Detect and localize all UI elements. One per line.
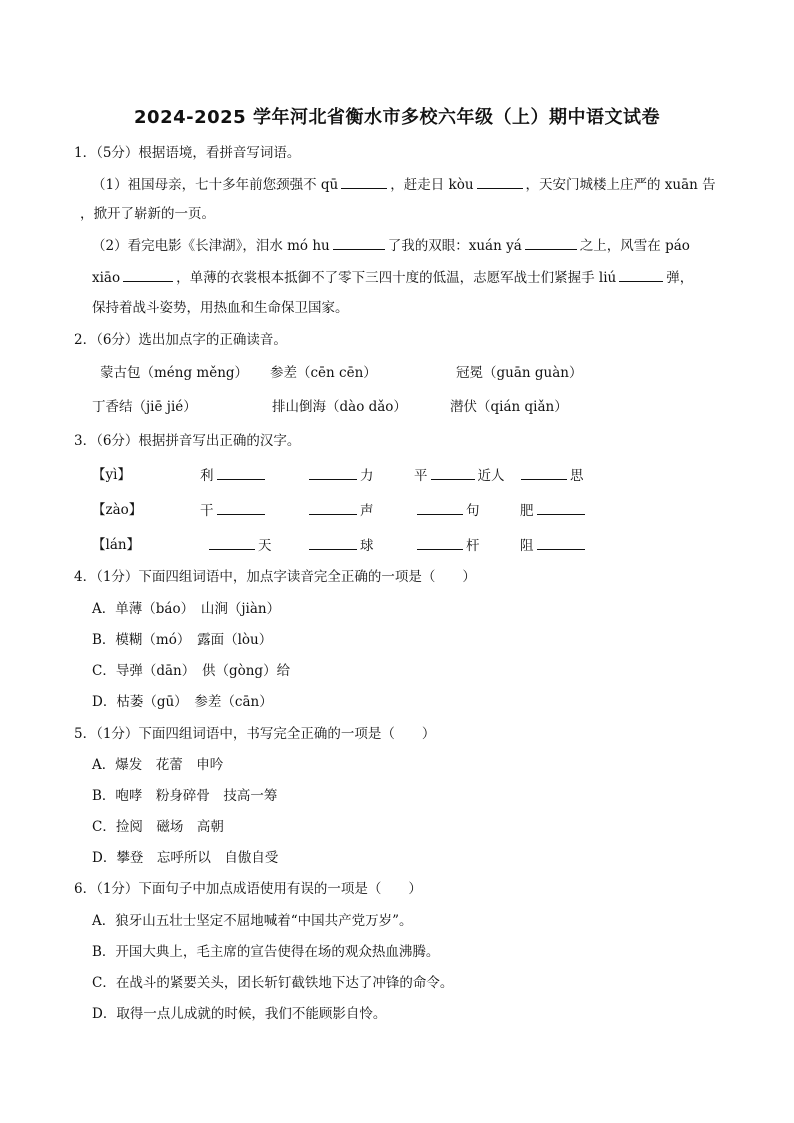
q2-item: 冠冕（guān guàn）	[456, 365, 583, 381]
q3-cell	[306, 501, 374, 520]
q5-option-d: D．攀登 忘呼所以 自傲自受	[92, 850, 279, 866]
q2-item: 蒙古包（méng měng）	[100, 365, 249, 381]
q3-char: 干	[200, 503, 214, 519]
q1-p1a: （1）祖国母亲，七十多年前您颈强不 qū	[92, 177, 339, 193]
answer-blank	[537, 536, 585, 550]
q2-item: 潜伏（qián qiǎn）	[450, 399, 568, 415]
q1-p2g: 保持着战斗姿势，用热血和生命保卫国家。	[92, 300, 349, 316]
q3-cell	[200, 466, 268, 485]
answer-blank	[309, 466, 357, 480]
q6-option-b: B．开国大典上，毛主席的宣告使得在场的观众热血沸腾。	[92, 944, 440, 960]
q3-cell	[306, 536, 374, 555]
q4-option-d: D．枯萎（gū） 参差（cān）	[92, 694, 273, 710]
q3-char: 声	[360, 503, 374, 519]
q3-stem: 3．（6分）根据拼音写出正确的汉字。	[74, 433, 301, 449]
exam-title: 2024-2025 学年河北省衡水市多校六年级（上）期中语文试卷	[134, 107, 660, 128]
q6-option-d: D．取得一点儿成就的时候，我们不能顾影自怜。	[92, 1006, 387, 1022]
q3-char: 利	[200, 468, 214, 484]
answer-blank	[209, 536, 255, 550]
q2-item: 排山倒海（dào dǎo）	[272, 399, 407, 415]
answer-blank	[333, 236, 385, 250]
q3-char: 杆	[466, 538, 480, 554]
q6-option-c: C．在战斗的紧要关头，团长斩钉截铁地下达了冲锋的命令。	[92, 975, 454, 991]
answer-blank	[525, 236, 577, 250]
q4-option-b: B．模糊（mó） 露面（lòu）	[92, 632, 273, 648]
answer-blank	[431, 466, 475, 480]
q1-part2-line2	[92, 268, 693, 287]
q1-p2c: 之上，风雪在 páo	[579, 238, 690, 254]
q4-stem: 4．（1分）下面四组词语中，加点字读音完全正确的一项是（ ）	[74, 569, 476, 585]
answer-blank	[417, 536, 463, 550]
q1-p1d: ，掀开了崭新的一页。	[80, 206, 215, 222]
q3-cell	[520, 536, 588, 555]
q3-cell	[414, 466, 505, 485]
q3-cell	[206, 536, 272, 555]
q3-cell	[414, 536, 480, 555]
q1-p2d: xiāo	[92, 270, 121, 286]
q1-p1b: ，赶走日 kòu	[390, 177, 474, 193]
answer-blank	[123, 268, 173, 282]
answer-blank	[477, 175, 523, 189]
q1-p2b: 了我的双眼：xuán yá	[387, 238, 522, 254]
q1-part2-line1	[92, 236, 690, 255]
q6-option-a: A．狼牙山五壮士坚定不屈地喊着“中国共产党万岁”。	[92, 913, 413, 929]
answer-blank	[309, 501, 357, 515]
q3-char: 句	[466, 503, 480, 519]
q3-pinyin: 【yì】	[92, 467, 131, 483]
answer-blank	[217, 501, 265, 515]
q3-char: 天	[258, 538, 272, 554]
answer-blank	[417, 501, 463, 515]
q1-p2e: ，单薄的衣裳根本抵御不了零下三四十度的低温，志愿军战士们紧握手 liú	[176, 270, 617, 286]
answer-blank	[217, 466, 265, 480]
q3-cell	[306, 466, 374, 485]
q3-cell	[200, 501, 268, 520]
q2-stem: 2．（6分）选出加点字的正确读音。	[74, 332, 287, 348]
q5-option-b: B．咆哮 粉身碎骨 技高一筹	[92, 788, 278, 804]
q5-stem: 5．（1分）下面四组词语中，书写完全正确的一项是（ ）	[74, 726, 436, 742]
q4-option-c: C．导弹（dān） 供（gòng）给	[92, 663, 291, 679]
q3-char: 思	[570, 468, 584, 484]
q1-p2f: 弹，	[666, 270, 694, 286]
q3-char: 阻	[520, 538, 534, 554]
answer-blank	[521, 466, 567, 480]
q2-item: 丁香结（jiē jié）	[92, 399, 197, 415]
q1-stem: 1．（5分）根据语境，看拼音写词语。	[74, 145, 301, 161]
q5-option-a: A．爆发 花蕾 申吟	[92, 757, 224, 773]
q3-cell	[520, 501, 588, 520]
q3-cell	[414, 501, 480, 520]
q3-char: 平	[414, 468, 428, 484]
q5-option-c: C．捡阅 磁场 高朝	[92, 819, 224, 835]
q3-char: 力	[360, 468, 374, 484]
q3-pinyin: 【zào】	[92, 502, 143, 518]
q3-char: 球	[360, 538, 374, 554]
q3-cell	[518, 466, 584, 485]
q1-p2a: （2）看完电影《长津湖》，泪水 mó hu	[92, 238, 330, 254]
answer-blank	[309, 536, 357, 550]
q1-p1c: ，天安门城楼上庄严的 xuān 告	[525, 177, 716, 193]
q2-item: 参差（cēn cēn）	[270, 365, 377, 381]
q3-char: 肥	[520, 503, 534, 519]
q3-pinyin: 【lán】	[92, 537, 141, 553]
q3-char: 近人	[477, 468, 505, 484]
q6-stem: 6．（1分）下面句子中加点成语使用有误的一项是（ ）	[74, 881, 422, 897]
q1-part1-line1	[92, 175, 716, 194]
q4-option-a: A．单薄（báo） 山涧（jiàn）	[92, 601, 281, 617]
answer-blank	[537, 501, 585, 515]
answer-blank	[341, 175, 387, 189]
answer-blank	[619, 268, 663, 282]
